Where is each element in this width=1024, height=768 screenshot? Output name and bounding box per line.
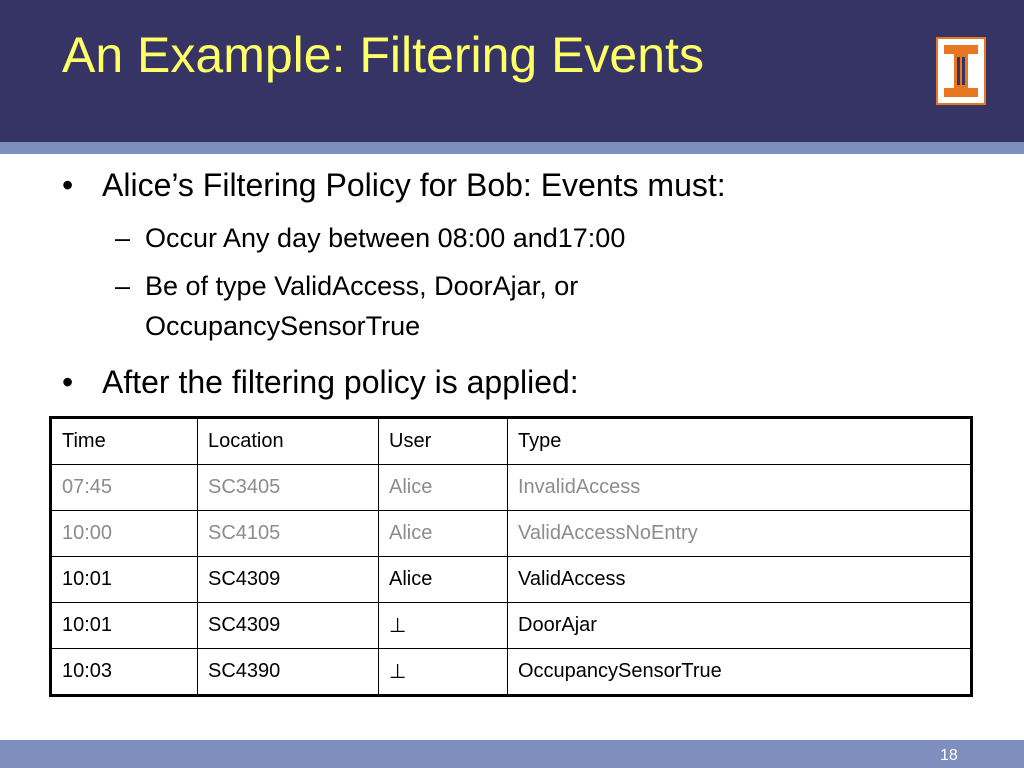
table-cell: ⊥ bbox=[379, 649, 508, 696]
table-cell: InvalidAccess bbox=[508, 465, 972, 511]
table-cell: SC4309 bbox=[198, 557, 379, 603]
table-cell: 10:03 bbox=[51, 649, 198, 696]
table-header-cell: User bbox=[379, 418, 508, 465]
table-header-cell: Type bbox=[508, 418, 972, 465]
table-cell: Alice bbox=[379, 465, 508, 511]
page-number: 18 bbox=[940, 747, 958, 764]
table-cell: SC4309 bbox=[198, 603, 379, 649]
table-header-cell: Location bbox=[198, 418, 379, 465]
slide-title: An Example: Filtering Events bbox=[62, 27, 704, 83]
table-cell: DoorAjar bbox=[508, 603, 972, 649]
table-row-filtered-out bbox=[51, 511, 972, 557]
bullet-text: Alice’s Filtering Policy for Bob: Events must: bbox=[102, 167, 726, 203]
table-cell: OccupancySensorTrue bbox=[508, 649, 972, 696]
table-cell: 10:01 bbox=[51, 603, 198, 649]
bullet-text: After the filtering policy is applied: bbox=[102, 364, 579, 400]
bullet-marker: • bbox=[62, 364, 74, 400]
sub-bullet-text: Be of type ValidAccess, DoorAjar, or OccupancySensorTrue bbox=[145, 271, 579, 341]
table-row-filtered-out bbox=[51, 465, 972, 511]
table-header-cell: Time bbox=[51, 418, 198, 465]
sub-bullet-text: Occur Any day between 08:00 and17:00 bbox=[145, 223, 626, 253]
table-row bbox=[51, 557, 972, 603]
table-cell: 07:45 bbox=[51, 465, 198, 511]
table-cell: ⊥ bbox=[379, 603, 508, 649]
sub-bullet-marker: – bbox=[115, 271, 131, 301]
table-cell: SC4390 bbox=[198, 649, 379, 696]
table-cell: SC3405 bbox=[198, 465, 379, 511]
table-cell: Alice bbox=[379, 557, 508, 603]
table-cell: Alice bbox=[379, 511, 508, 557]
table-cell: ValidAccess bbox=[508, 557, 972, 603]
table-row bbox=[51, 649, 972, 696]
table-row bbox=[51, 603, 972, 649]
events-table bbox=[49, 416, 973, 697]
bullet-marker: • bbox=[62, 167, 74, 203]
table-cell: 10:01 bbox=[51, 557, 198, 603]
sub-bullet-marker: – bbox=[115, 223, 131, 253]
table-cell: ValidAccessNoEntry bbox=[508, 511, 972, 557]
table-cell: SC4105 bbox=[198, 511, 379, 557]
table-cell: 10:00 bbox=[51, 511, 198, 557]
table-header-row bbox=[51, 418, 972, 465]
footer-bar bbox=[0, 740, 1024, 768]
